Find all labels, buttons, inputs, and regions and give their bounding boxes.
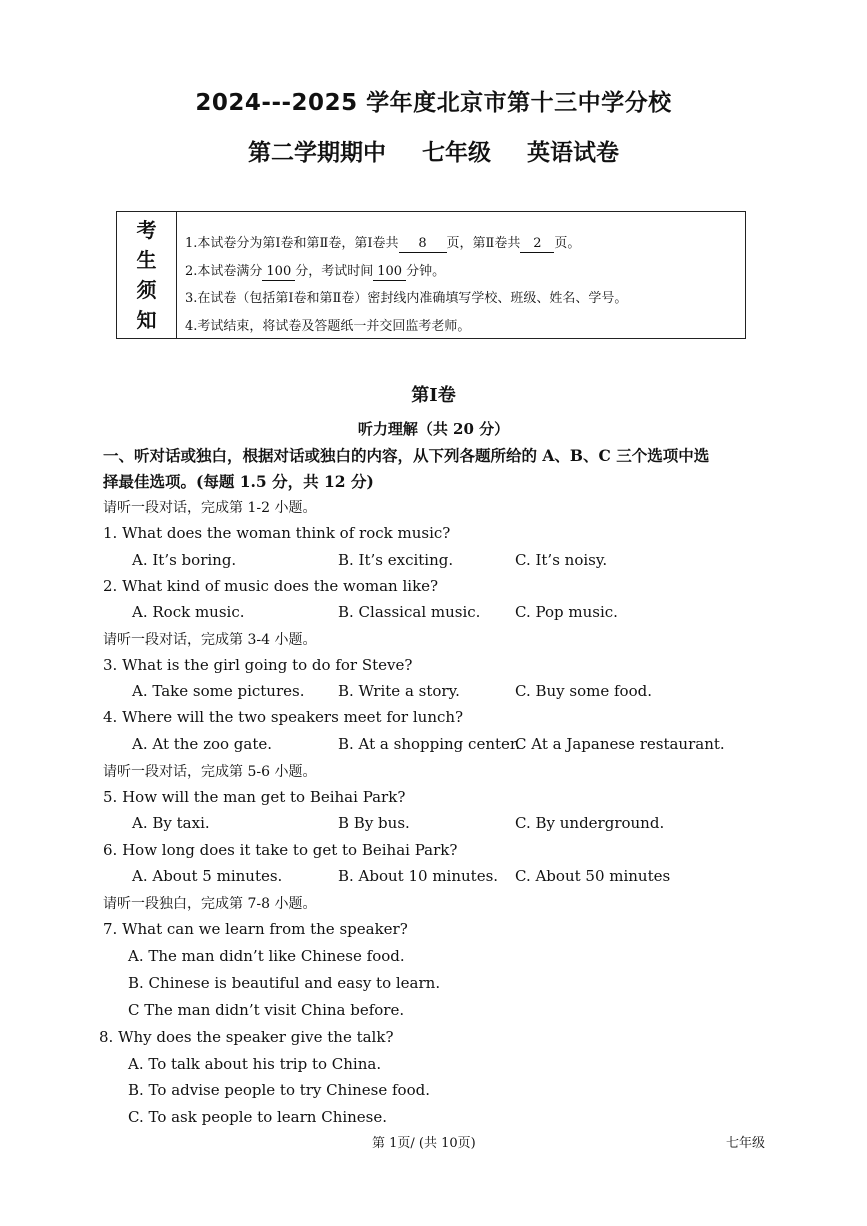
- notice-line-1: [185, 230, 737, 258]
- question-stem: 1. What does the woman think of rock music?: [103, 524, 451, 542]
- time-blank: 100: [373, 264, 406, 281]
- option-b: B. Classical music.: [338, 603, 481, 621]
- instruction-line-1: 一、听对话或独白，根据对话或独白的内容，从下列各题所给的 A、B、C 三个选项中选: [103, 446, 710, 465]
- option-b: B. Chinese is beautiful and easy to learn.: [128, 974, 441, 992]
- option-a: A. It’s boring.: [132, 551, 237, 569]
- page-number: 第 1页/ (共 10页): [372, 1136, 476, 1151]
- footer-grade: 七年级: [726, 1136, 766, 1151]
- question-stem: 6. How long does it take to get to Beihai Park?: [103, 841, 458, 859]
- exam-title-line1: 2024---2025 学年度北京市第十三中学分校: [195, 90, 672, 116]
- notice-label: [117, 212, 177, 338]
- notice-body: [185, 230, 737, 340]
- instruction-line-2: 择最佳选项。(每题 1.5 分，共 12 分): [103, 472, 374, 491]
- candidate-notice-box: [116, 211, 746, 339]
- option-c: C The man didn’t visit China before.: [128, 1001, 405, 1019]
- score-blank: 100: [262, 264, 295, 281]
- notice-text: 1.本试卷分为第Ⅰ卷和第Ⅱ卷，第Ⅰ卷共: [185, 236, 399, 251]
- option-a: A. Take some pictures.: [132, 682, 305, 700]
- question-stem: 2. What kind of music does the woman like?: [103, 577, 439, 595]
- notice-line-2: [185, 258, 737, 286]
- option-b: B By bus.: [338, 814, 410, 832]
- question-stem: 4. Where will the two speakers meet for lunch?: [103, 708, 464, 726]
- notice-text: 页，第Ⅱ卷共: [446, 236, 521, 251]
- question-stem: 5. How will the man get to Beihai Park?: [103, 788, 406, 806]
- part-title: 第Ⅰ卷: [411, 385, 456, 406]
- option-c: C. Buy some food.: [515, 682, 652, 700]
- group-instruction: 请听一段对话，完成第 1-2 小题。: [103, 500, 317, 516]
- option-c: C. By underground.: [515, 814, 665, 832]
- question-stem: 3. What is the girl going to do for Steve?: [103, 656, 413, 674]
- option-c: C At a Japanese restaurant.: [515, 735, 725, 753]
- option-a: A. Rock music.: [132, 603, 245, 621]
- notice-line-3: 3.在试卷（包括第Ⅰ卷和第Ⅱ卷）密封线内准确填写学校、班级、姓名、学号。: [185, 291, 628, 306]
- option-b: B. About 10 minutes.: [338, 867, 499, 885]
- notice-label-char: 生: [136, 248, 157, 272]
- option-b: B. Write a story.: [338, 682, 460, 700]
- group-instruction: 请听一段对话，完成第 3-4 小题。: [103, 632, 317, 648]
- group-instruction: 请听一段对话，完成第 5-6 小题。: [103, 764, 317, 780]
- notice-label-char: 知: [136, 308, 157, 332]
- option-c: C. It’s noisy.: [515, 551, 608, 569]
- option-a: A. The man didn’t like Chinese food.: [128, 947, 405, 965]
- option-b: B. At a shopping center.: [338, 735, 521, 753]
- notice-label-char: 考: [136, 218, 157, 242]
- option-a: A. At the zoo gate.: [132, 735, 273, 753]
- exam-title-line2: 第二学期期中 七年级 英语试卷: [247, 140, 619, 166]
- option-b: B. It’s exciting.: [338, 551, 454, 569]
- option-c: C. Pop music.: [515, 603, 618, 621]
- group-instruction: 请听一段独白，完成第 7-8 小题。: [103, 896, 317, 912]
- page-count-blank: 8: [399, 236, 447, 253]
- notice-line-4: 4.考试结束，将试卷及答题纸一并交回监考老师。: [185, 318, 471, 334]
- notice-text: 页。: [554, 236, 581, 251]
- option-b: B. To advise people to try Chinese food.: [128, 1081, 430, 1099]
- question-stem: 8. Why does the speaker give the talk?: [99, 1028, 394, 1046]
- option-c: C. About 50 minutes: [515, 867, 671, 885]
- notice-text: 2.本试卷满分: [185, 263, 263, 279]
- option-a: A. By taxi.: [132, 814, 210, 832]
- question-stem: 7. What can we learn from the speaker?: [103, 920, 408, 938]
- notice-text: 分钟。: [406, 263, 446, 279]
- option-a: A. About 5 minutes.: [132, 867, 283, 885]
- notice-label-char: 须: [136, 278, 157, 302]
- option-c: C. To ask people to learn Chinese.: [128, 1108, 388, 1126]
- notice-text: 分，考试时间: [295, 263, 374, 279]
- option-a: A. To talk about his trip to China.: [128, 1055, 382, 1073]
- section-title: 听力理解（共 20 分）: [357, 420, 510, 438]
- page-count-blank: 2: [520, 236, 554, 253]
